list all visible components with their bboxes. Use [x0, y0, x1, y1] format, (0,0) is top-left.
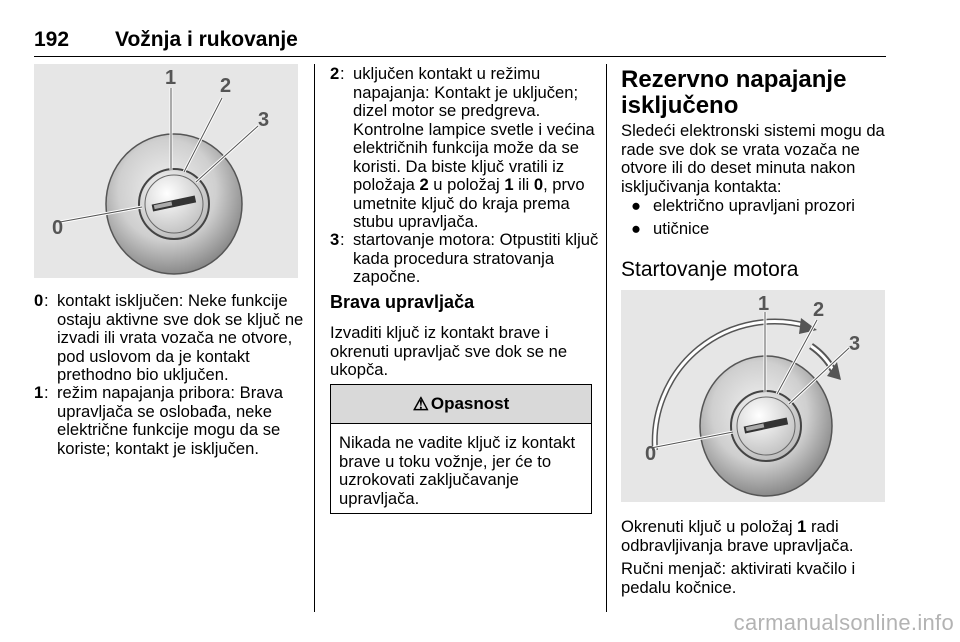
figure-label-3: 3: [258, 109, 270, 131]
position-key: 1: [34, 383, 44, 402]
position-colon: :: [44, 383, 49, 402]
position-key: 3: [330, 230, 340, 249]
reserve-power-bullets: [631, 196, 881, 242]
steering-lock-heading: Brava upravljača: [330, 292, 475, 312]
figure-label-0: 0: [645, 443, 657, 465]
column-divider-2: [606, 64, 607, 612]
position-description: režim napajanja pribora: Brava upravljača se oslobađa, neke električne funkcije mogu da se koriste; kontakt je isključen.: [57, 383, 283, 458]
position-description: startovanje motora: Otpustiti ključ kada procedura stratovanja započne.: [353, 230, 599, 286]
start-engine-para1: Okrenuti ključ u položaj 1 radi odbravljivanja brave upravljača.: [621, 517, 854, 555]
figure-label-0: 0: [52, 217, 64, 239]
position-description: uključen kontakt u režimu napajanja: Kontakt je uključen; dizel motor se predgreva. Kontrolne lampice svetle i većina električnih funkcija može da se koristi. Da biste ključ vratili iz: [353, 64, 595, 176]
page-title: Vožnja i rukovanje: [115, 28, 298, 51]
warning-title: Opasnost: [430, 394, 510, 413]
position-colon: :: [340, 230, 345, 249]
figure-label-1: 1: [758, 293, 770, 315]
reserve-power-heading: Rezervno napajanje isključeno: [621, 66, 847, 119]
position-colon: :: [44, 291, 49, 310]
ignition-switch-illustration: [34, 64, 298, 278]
figure-label-2: 2: [813, 299, 825, 321]
position-colon: :: [340, 64, 345, 83]
figure-label-3: 3: [849, 333, 861, 355]
warning-header: [331, 385, 591, 424]
bullet-item: ● električno upravljani prozori: [631, 196, 855, 215]
bullet-item: ● utičnice: [631, 219, 710, 238]
start-engine-para2: Ručni menjač: aktivirati kvačilo i pedalu kočnice.: [621, 559, 856, 597]
ignition-switch-figure: [34, 64, 298, 278]
column-divider-1: [314, 64, 315, 612]
start-engine-illustration: [621, 290, 885, 502]
watermark-brand: carmanualsonline.info: [733, 610, 954, 635]
position-key: 0: [34, 291, 44, 310]
position-3-item: [330, 231, 600, 287]
page-number: 192: [34, 28, 70, 51]
position-0-item: [34, 292, 304, 387]
header-divider: [34, 56, 886, 57]
figure-label-1: 1: [165, 67, 177, 89]
steering-lock-text: Izvaditi ključ iz kontakt brave i okrenuti upravljač sve dok se ne ukopča.: [330, 323, 568, 379]
position-2-item: [330, 65, 600, 235]
position-1-item: [34, 384, 304, 460]
position-description-line: položaja 2 u položaj 1 ili 0, prvo: [353, 175, 585, 194]
reserve-power-text: Sledeći elektronski sistemi mogu da rade sve dok se vrata vozača ne otvore ili do deset minuta nakon isključivanja kontakta:: [621, 121, 885, 196]
warning-icon: ⚠: [412, 393, 429, 414]
position-key: 2: [330, 64, 340, 83]
warning-text: Nikada ne vadite ključ iz kontakt brave u toku vožnje, jer će to uzrokovati zaključavanje upravljača.: [339, 433, 576, 508]
warning-box: [330, 384, 592, 514]
position-description: kontakt isključen: Neke funkcije ostaju aktivne sve dok se ključ ne izvadi ili vrata vozača ne otvore, pod uslovom da je kontakt prethodno bio uključen.: [57, 291, 304, 384]
figure-label-2: 2: [220, 75, 232, 97]
start-engine-figure: [621, 290, 885, 502]
start-engine-heading: Startovanje motora: [621, 258, 799, 281]
position-description-rest: umetnite ključ do kraja prema stubu upravljača.: [353, 193, 570, 231]
